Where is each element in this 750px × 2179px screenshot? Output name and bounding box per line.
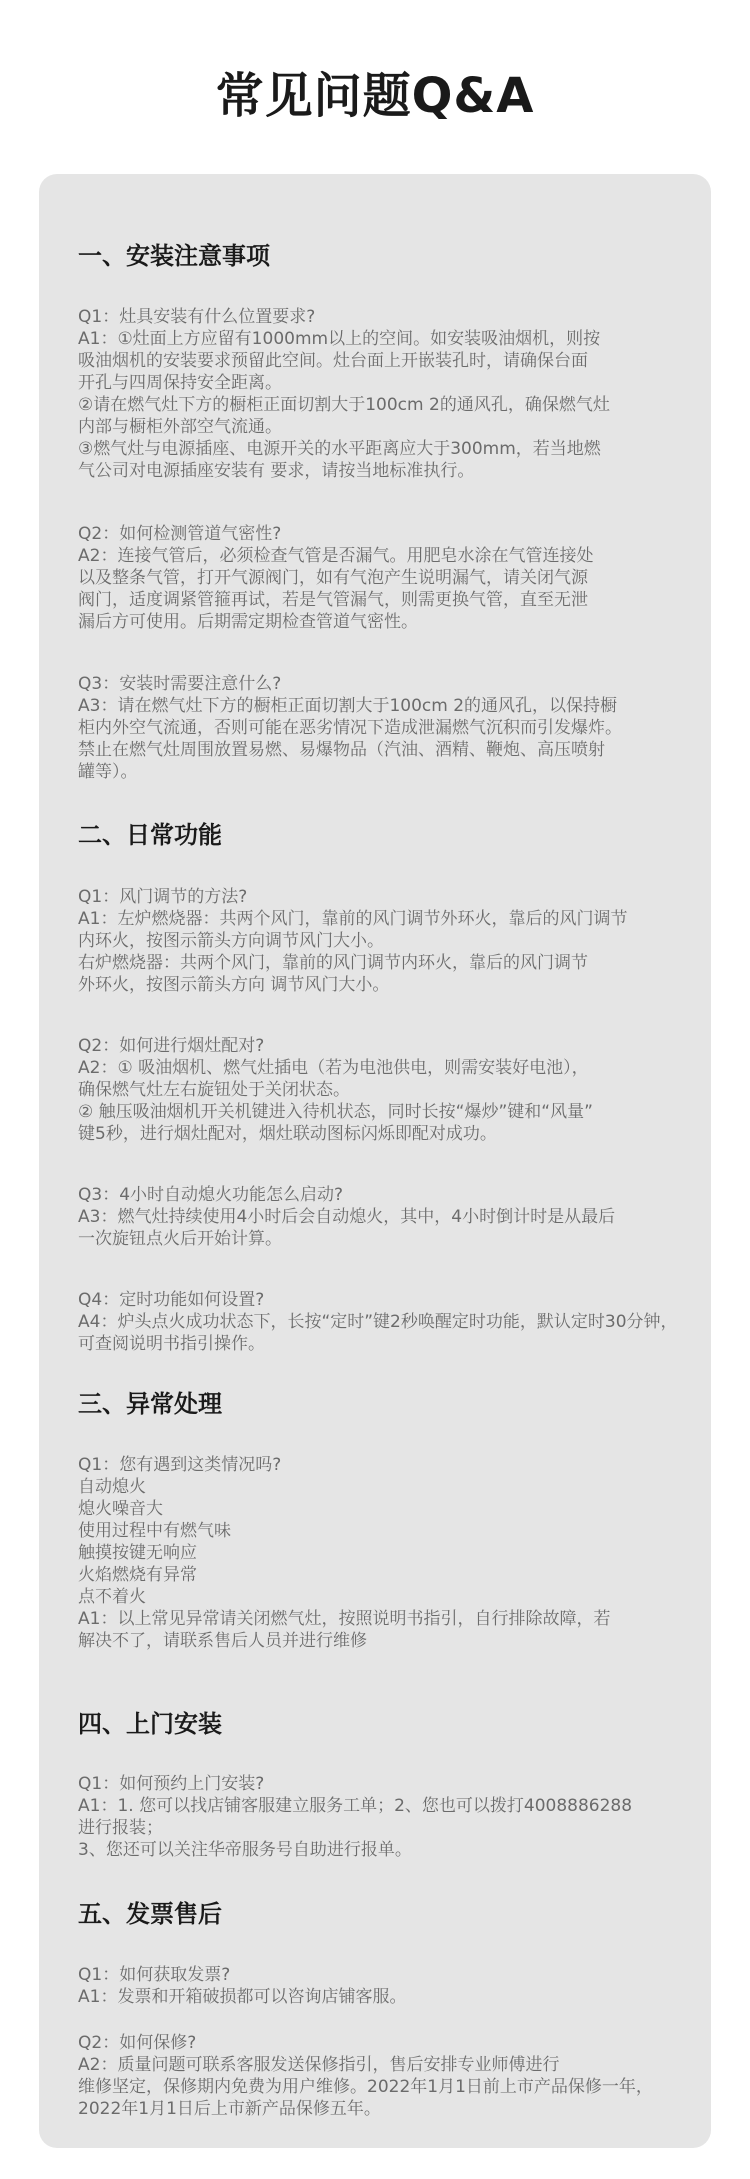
faq-line: 阀门，适度调紧管箍再试，若是气管漏气，则需更换气管，直至无泄 xyxy=(78,590,588,610)
faq-item-daily-q3 xyxy=(78,1184,698,1250)
faq-item-daily-q4 xyxy=(78,1289,698,1355)
page-title: 常见问题Q&A xyxy=(215,68,535,124)
faq-line: 漏后方可使用。后期需定期检查管道气密性。 xyxy=(78,612,418,632)
faq-line: 火焰燃烧有异常 xyxy=(78,1565,197,1585)
faq-item-daily-q1 xyxy=(78,886,698,996)
faq-line: 自动熄火 xyxy=(78,1477,146,1497)
faq-line: 外环火，按图示箭头方向 调节风门大小。 xyxy=(78,975,390,995)
faq-item-daily-q2 xyxy=(78,1035,698,1145)
faq-item-trouble-q1 xyxy=(78,1454,698,1652)
faq-line: ③燃气灶与电源插座、电源开关的水平距离应大于300mm，若当地燃 xyxy=(78,439,601,459)
faq-line: 键5秒，进行烟灶配对，烟灶联动图标闪烁即配对成功。 xyxy=(78,1124,497,1144)
section-heading-troubleshooting: 三、异常处理 xyxy=(78,1390,222,1418)
faq-line: Q2：如何进行烟灶配对? xyxy=(78,1036,265,1056)
faq-line: 使用过程中有燃气味 xyxy=(78,1521,231,1541)
faq-line: ②请在燃气灶下方的橱柜正面切割大于100cm 2的通风孔，确保燃气灶 xyxy=(78,395,610,415)
faq-line: 3、您还可以关注华帝服务号自助进行报单。 xyxy=(78,1840,412,1860)
faq-line: A1：发票和开箱破损都可以咨询店铺客服。 xyxy=(78,1987,407,2007)
faq-line: 右炉燃烧器：共两个风门，靠前的风门调节内环火，靠后的风门调节 xyxy=(78,953,588,973)
faq-line: Q1：如何预约上门安装? xyxy=(78,1774,265,1794)
faq-line: A2：① 吸油烟机、燃气灶插电（若为电池供电，则需安装好电池）， xyxy=(78,1058,589,1078)
section-heading-daily-functions: 二、日常功能 xyxy=(78,821,222,849)
faq-line: 禁止在燃气灶周围放置易燃、易爆物品（汽油、酒精、鞭炮、高压喷射 xyxy=(78,740,605,760)
faq-line: Q1：灶具安装有什么位置要求? xyxy=(78,307,316,327)
faq-line: Q1：您有遇到这类情况吗? xyxy=(78,1455,282,1475)
faq-line: Q2：如何保修? xyxy=(78,2033,197,2053)
faq-line: 熄火噪音大 xyxy=(78,1499,163,1519)
section-heading-invoice-aftersales: 五、发票售后 xyxy=(78,1900,222,1928)
faq-line: 气公司对电源插座安装有 要求，请按当地标准执行。 xyxy=(78,461,475,481)
faq-line: 开孔与四周保持安全距离。 xyxy=(78,373,282,393)
faq-line: 确保燃气灶左右旋钮处于关闭状态。 xyxy=(78,1080,350,1100)
section-heading-installation-notes: 一、安装注意事项 xyxy=(78,242,270,270)
faq-line: A2：连接气管后，必须检查气管是否漏气。用肥皂水涂在气管连接处 xyxy=(78,546,594,566)
faq-item-install-q2 xyxy=(78,523,698,633)
faq-line: A1：1. 您可以找店铺客服建立服务工单；2、您也可以拨打4008886288 xyxy=(78,1796,633,1816)
faq-line: Q1：如何获取发票? xyxy=(78,1965,231,1985)
faq-item-install-q1 xyxy=(78,306,698,482)
faq-line: 触摸按键无响应 xyxy=(78,1543,197,1563)
faq-line: A1：①灶面上方应留有1000mm以上的空间。如安装吸油烟机，则按 xyxy=(78,329,601,349)
faq-line: Q3：安装时需要注意什么? xyxy=(78,674,282,694)
faq-item-invoice-q1 xyxy=(78,1964,698,2008)
faq-line: 解决不了，请联系售后人员并进行维修 xyxy=(78,1631,367,1651)
faq-line: 罐等）。 xyxy=(78,762,138,782)
faq-line: Q2：如何检测管道气密性? xyxy=(78,524,282,544)
faq-line: 内部与橱柜外部空气流通。 xyxy=(78,417,282,437)
faq-line: A4：炉头点火成功状态下，长按“定时”键2秒唤醒定时功能，默认定时30分钟， xyxy=(78,1312,678,1332)
faq-line: Q1：风门调节的方法? xyxy=(78,887,248,907)
faq-line: A1：左炉燃烧器：共两个风门，靠前的风门调节外环火，靠后的风门调节 xyxy=(78,909,628,929)
faq-line: 2022年1月1日后上市新产品保修五年。 xyxy=(78,2099,381,2119)
faq-line: Q4：定时功能如何设置? xyxy=(78,1290,265,1310)
faq-line: Q3：4小时自动熄火功能怎么启动? xyxy=(78,1185,344,1205)
faq-line: 一次旋钮点火后开始计算。 xyxy=(78,1229,282,1249)
faq-line: 以及整条气管，打开气源阀门，如有气泡产生说明漏气，请关闭气源 xyxy=(78,568,588,588)
faq-item-install-q3 xyxy=(78,673,698,783)
faq-item-onsite-q1 xyxy=(78,1773,698,1861)
faq-line: A1：以上常见异常请关闭燃气灶，按照说明书指引，自行排除故障，若 xyxy=(78,1609,611,1629)
faq-line: 内环火，按图示箭头方向调节风门大小。 xyxy=(78,931,384,951)
faq-line: 可查阅说明书指引操作。 xyxy=(78,1334,265,1354)
faq-line: A3：请在燃气灶下方的橱柜正面切割大于100cm 2的通风孔，以保持橱 xyxy=(78,696,618,716)
faq-item-invoice-q2 xyxy=(78,2032,698,2120)
section-heading-onsite-installation: 四、上门安装 xyxy=(78,1710,222,1738)
faq-line: 点不着火 xyxy=(78,1587,146,1607)
faq-line: 维修坚定，保修期内免费为用户维修。2022年1月1日前上市产品保修一年， xyxy=(78,2077,653,2097)
faq-line: ② 触压吸油烟机开关机键进入待机状态，同时长按“爆炒”键和“风量” xyxy=(78,1102,593,1122)
faq-line: 吸油烟机的安装要求预留此空间。灶台面上开嵌装孔时，请确保台面 xyxy=(78,351,588,371)
faq-line: 进行报装； xyxy=(78,1818,163,1838)
faq-line: A3：燃气灶持续使用4小时后会自动熄火，其中，4小时倒计时是从最后 xyxy=(78,1207,616,1227)
faq-line: A2：质量问题可联系客服发送保修指引，售后安排专业师傅进行 xyxy=(78,2055,560,2075)
faq-line: 柜内外空气流通，否则可能在恶劣情况下造成泄漏燃气沉积而引发爆炸。 xyxy=(78,718,622,738)
